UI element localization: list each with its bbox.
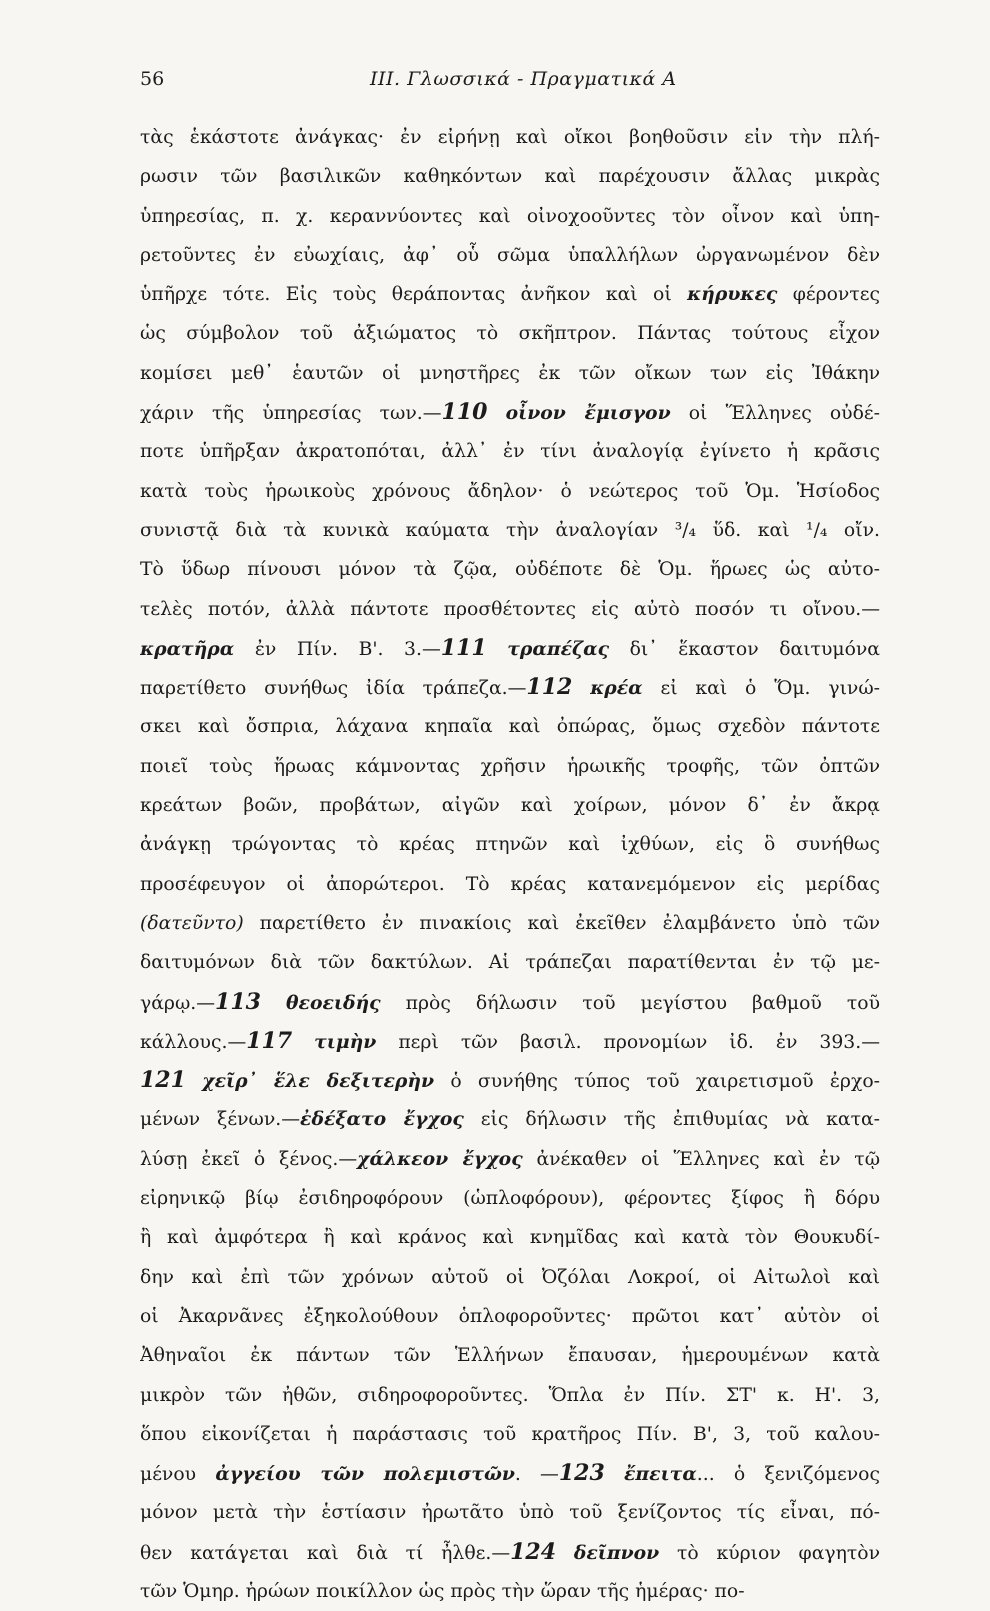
text-line xyxy=(140,1022,880,1061)
body-text xyxy=(140,118,880,1611)
text-line xyxy=(140,314,880,353)
page-number: 56 xyxy=(140,68,165,90)
text-line xyxy=(140,118,880,157)
text-segment xyxy=(487,403,505,424)
text-segment: ἢ καὶ ἀμφότερα ἢ καὶ κράνος καὶ κνημῖδας καὶ κατὰ τὸν Θουκυδί- xyxy=(140,1227,880,1249)
text-segment xyxy=(261,993,286,1014)
text-line xyxy=(140,472,880,511)
text-segment: μένου xyxy=(140,1464,216,1486)
lemma-term: ἔπειτα xyxy=(624,1463,697,1486)
text-segment: ὡς σύμβολον τοῦ ἀξιώματος τὸ σκῆπτρον. Πάντας τούτους εἶχον xyxy=(140,323,880,345)
text-segment: ποτε ὑπῆρξαν ἀκρατοπόται, ἀλλ᾽ ἐν τίνι ἀναλογίᾳ ἐγίνετο ἡ κρᾶσις xyxy=(140,441,880,463)
text-segment: περὶ τῶν βασιλ. προνομίων ἰδ. ἐν 393.— xyxy=(376,1031,880,1053)
lemma-term: χεῖρ᾽ ἕλε δεξιτερὴν xyxy=(202,1070,435,1093)
note-number: 123 xyxy=(558,1460,605,1487)
text-segment: ὑπηρεσίας, π. χ. κεραννύοντες καὶ οἰνοχοοῦντες τὸν οἶνον καὶ ὑπη- xyxy=(140,205,880,227)
lemma-term: ἀγγείου τῶν πολεμιστῶν xyxy=(215,1463,515,1486)
text-segment: φέροντες xyxy=(777,284,880,306)
text-line xyxy=(140,1297,880,1336)
text-segment: ποιεῖ τοὺς ἥρωας κάμνοντας χρῆσιν ἡρωικῆς τροφῆς, τῶν ὀπτῶν xyxy=(140,755,880,777)
note-number: 113 xyxy=(215,988,261,1015)
text-segment: πρὸς δήλωσιν τοῦ μεγίστου βαθμοῦ τοῦ xyxy=(380,992,880,1014)
text-line xyxy=(140,157,880,196)
text-line xyxy=(140,393,880,432)
text-line xyxy=(140,1533,880,1572)
text-line xyxy=(140,1493,880,1532)
text-line xyxy=(140,1336,880,1375)
text-segment: κατὰ τοὺς ἡρωικοὺς χρόνους ἄδηλον· ὁ νεώτερος τοῦ Ὁμ. Ἡσίοδος xyxy=(140,480,880,502)
text-segment: σκει καὶ ὄσπρια, λάχανα κηπαῖα καὶ ὀπώρας, ὅμως σχεδὸν πάντοτε xyxy=(140,716,880,738)
note-number: 111 xyxy=(440,634,487,661)
text-line xyxy=(140,1218,880,1257)
text-segment: λύσῃ ἐκεῖ ὁ ξένος.— xyxy=(140,1148,358,1170)
text-segment: δην καὶ ἐπὶ τῶν χρόνων αὐτοῦ οἱ Ὀζόλαι Λοκροί, οἱ Αἰτωλοὶ καὶ xyxy=(140,1266,880,1288)
text-segment: κρεάτων βοῶν, προβάτων, αἰγῶν καὶ χοίρων, μόνον δ᾽ ἐν ἄκρᾳ xyxy=(140,795,880,817)
text-segment: τὸ κύριον φαγητὸν xyxy=(659,1542,880,1564)
text-line xyxy=(140,590,880,629)
text-line xyxy=(140,904,880,943)
text-segment: δαιτυμόνων διὰ τῶν δακτύλων. Αἱ τράπεζαι παρατίθενται ἐν τῷ με- xyxy=(140,952,880,974)
note-number: 117 xyxy=(246,1027,293,1054)
text-segment: δι᾽ ἕκαστον δαιτυμόνα xyxy=(609,638,880,660)
note-number: 121 xyxy=(140,1067,186,1094)
text-segment xyxy=(605,1464,624,1485)
lemma-term: δεῖπνον xyxy=(573,1541,660,1564)
text-segment: ἀνέκαθεν οἱ Ἕλληνες καὶ ἐν τῷ xyxy=(522,1148,880,1170)
text-line xyxy=(140,1572,880,1611)
text-line xyxy=(140,236,880,275)
lemma-term: οἶνον ἔμισγον xyxy=(505,402,671,425)
lemma-term: κρατῆρα xyxy=(140,637,235,660)
text-segment: τελὲς ποτόν, ἀλλὰ πάντοτε προσθέτοντες εἰς αὐτὸ ποσόν τι οἴνου.— xyxy=(140,598,880,620)
text-line xyxy=(140,943,880,982)
text-segment: κάλλους.— xyxy=(140,1031,247,1053)
text-line xyxy=(140,865,880,904)
text-segment: ρωσιν τῶν βασιλικῶν καθηκόντων καὶ παρέχουσιν ἄλλας μικρὰς xyxy=(140,166,880,188)
text-segment xyxy=(572,678,590,699)
text-line xyxy=(140,197,880,236)
text-line xyxy=(140,1415,880,1454)
text-line xyxy=(140,354,880,393)
lemma-term: τραπέζας xyxy=(507,637,610,660)
text-line xyxy=(140,825,880,864)
text-line xyxy=(140,668,880,707)
text-segment: ἀνάγκῃ τρώγοντας τὸ κρέας πτηνῶν καὶ ἰχθύων, εἰς ὃ συνήθως xyxy=(140,834,880,856)
text-line xyxy=(140,983,880,1022)
text-segment: κομίσει μεθ᾽ ἑαυτῶν οἱ μνηστῆρες ἐκ τῶν οἴκων των εἰς Ἰθάκην xyxy=(140,362,880,384)
lemma-term: θεοειδής xyxy=(286,991,381,1014)
text-segment: Ἀθηναῖοι ἐκ πάντων τῶν Ἑλλήνων ἔπαυσαν, ἡμερουμένων κατὰ xyxy=(140,1345,880,1367)
lemma-term: κήρυκες xyxy=(687,283,778,306)
text-line xyxy=(140,747,880,786)
text-segment: μικρὸν τῶν ἠθῶν, σιδηροφοροῦντες. Ὅπλα ἐν Πίν. ΣΤ' κ. Η'. 3, xyxy=(140,1384,880,1406)
text-line xyxy=(140,432,880,471)
lemma-term: τιμὴν xyxy=(314,1030,377,1053)
text-line xyxy=(140,275,880,314)
text-line xyxy=(140,1454,880,1493)
text-segment xyxy=(487,639,508,660)
text-segment: ὁ συνήθης τύπος τοῦ χαιρετισμοῦ ἐρχο- xyxy=(434,1071,880,1093)
text-segment: εἰ καὶ ὁ Ὅμ. γινώ- xyxy=(642,678,880,700)
note-number: 112 xyxy=(526,674,573,701)
text-segment: ὑπῆρχε τότε. Εἰς τοὺς θεράποντας ἀνῆκον καὶ οἱ xyxy=(140,284,688,306)
text-segment: ἐν Πίν. Β'. 3.— xyxy=(234,638,441,660)
text-segment: μόνον μετὰ τὴν ἑστίασιν ἠρωτᾶτο ὑπὸ τοῦ ξενίζοντος τίς εἶναι, πό- xyxy=(140,1502,880,1524)
text-segment: . — xyxy=(514,1464,559,1486)
text-line xyxy=(140,1140,880,1179)
text-segment: συνιστᾷ διὰ τὰ κυνικὰ καύματα τὴν ἀναλογίαν ³/₄ ὕδ. καὶ ¹/₄ οἴν. xyxy=(140,519,880,541)
text-line xyxy=(140,786,880,825)
page-header xyxy=(140,68,880,98)
text-line xyxy=(140,707,880,746)
text-segment: γάρῳ.— xyxy=(140,992,216,1014)
text-segment xyxy=(556,1543,574,1564)
text-line xyxy=(140,550,880,589)
text-segment: εἰς δήλωσιν τῆς ἐπιθυμίας νὰ κατα- xyxy=(463,1109,880,1131)
text-line xyxy=(140,511,880,550)
lemma-term: κρέα xyxy=(590,677,643,700)
note-number: 110 xyxy=(441,399,488,426)
running-head: III. Γλωσσικά - Πραγματικά Α xyxy=(370,68,677,90)
text-segment: Τὸ ὕδωρ πίνουσι μόνον τὰ ζῷα, οὐδέποτε δὲ Ὁμ. ἥρωες ὡς αὐτο- xyxy=(140,559,880,581)
text-segment: εἰρηνικῷ βίῳ ἐσιδηροφόρουν (ὡπλοφόρουν), φέροντες ξίφος ἢ δόρυ xyxy=(140,1188,880,1210)
text-line xyxy=(140,1376,880,1415)
text-segment: θεν κατάγεται καὶ διὰ τί ἦλθε.— xyxy=(140,1542,511,1564)
note-number: 124 xyxy=(510,1538,557,1565)
text-segment: μένων ξένων.— xyxy=(140,1109,301,1131)
text-segment: ρετοῦντες ἐν εὐωχίαις, ἀφ᾽ οὗ σῶμα ὑπαλλήλων ὠργανωμένον δὲν xyxy=(140,244,880,266)
text-segment: τὰς ἑκάστοτε ἀνάγκας· ἐν εἰρήνῃ καὶ οἴκοι βοηθοῦσιν εἰν τὴν πλή- xyxy=(140,127,880,148)
text-segment: χάριν τῆς ὑπηρεσίας των.— xyxy=(140,403,442,425)
lemma-term: χάλκεον ἔγχος xyxy=(357,1147,523,1170)
text-segment: ... ὁ ξενιζόμενος xyxy=(696,1464,880,1486)
text-segment: οἱ Ἀκαρνᾶνες ἐξηκολούθουν ὁπλοφοροῦντες· πρῶτοι κατ᾽ αὐτὸν οἱ xyxy=(140,1305,880,1327)
text-line xyxy=(140,1179,880,1218)
text-segment: ὅπου εἰκονίζεται ἡ παράστασις τοῦ κρατῆρος Πίν. Β', 3, τοῦ καλου- xyxy=(140,1423,880,1445)
text-segment: προσέφευγον οἱ ἀπορώτεροι. Τὸ κρέας κατανεμόμενον εἰς μερίδας xyxy=(140,873,880,895)
text-line xyxy=(140,1061,880,1100)
text-line xyxy=(140,629,880,668)
lemma-term: ἐδέξατο ἔγχος xyxy=(300,1108,464,1131)
text-segment: παρετίθετο συνήθως ἰδία τράπεζα.— xyxy=(140,678,527,700)
text-line xyxy=(140,1100,880,1139)
text-line xyxy=(140,1258,880,1297)
text-segment: (δατεῦντο) xyxy=(140,912,244,934)
text-segment: οἱ Ἕλληνες οὐδέ- xyxy=(670,403,880,425)
text-segment xyxy=(186,1071,202,1092)
text-segment: τῶν Ὁμηρ. ἡρώων ποικίλλον ὡς πρὸς τὴν ὥραν τῆς ἡμέρας· πο- xyxy=(140,1580,745,1602)
text-segment xyxy=(292,1032,314,1053)
text-segment: παρετίθετο ἐν πινακίοις καὶ ἐκεῖθεν ἐλαμβάνετο ὑπὸ τῶν xyxy=(243,912,880,934)
